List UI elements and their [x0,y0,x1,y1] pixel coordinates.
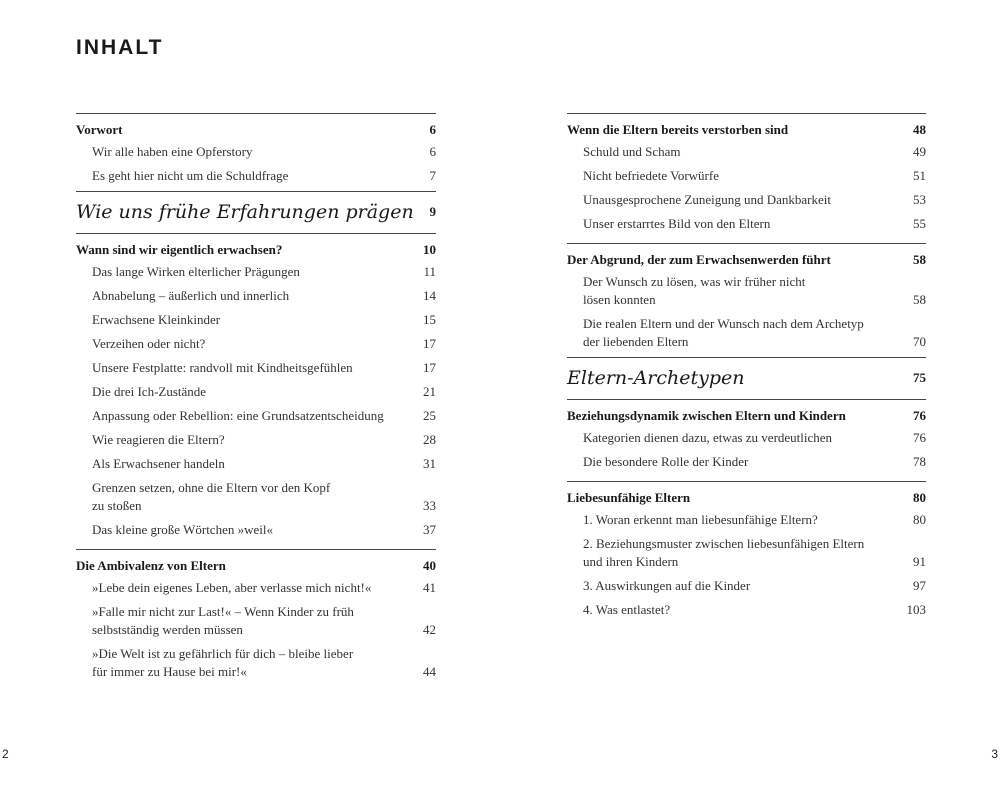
toc-chapter-entry [76,241,436,259]
toc-entry-page: 49 [913,144,926,159]
toc-entry-title: Die besondere Rolle der Kinder [583,454,749,469]
toc-entry-page: 44 [423,664,436,679]
toc-sub-entry [567,143,926,161]
toc-entry-page: 6 [429,144,436,159]
toc-chapter-entry [567,251,926,269]
toc-entry-title: Die drei Ich-Zustände [92,384,207,399]
toc-sub-entry [567,453,926,471]
toc-chapter-entry [567,489,926,507]
toc-sub-entry [567,273,926,309]
toc-sub-entry [567,429,926,447]
toc-entry-page: 103 [906,602,926,617]
toc-sub-entry [76,287,436,305]
toc-entry-page: 17 [423,360,436,375]
toc-entry-title: »Lebe dein eigenes Leben, aber verlasse mich nicht!« [92,580,372,595]
toc-entry-title: Unsere Festplatte: randvoll mit Kindheitsgefühlen [92,360,353,375]
toc-sub-entry [76,645,436,681]
toc-entry-title: Der Abgrund, der zum Erwachsenwerden führt [567,252,831,267]
toc-sub-entry [76,311,436,329]
toc-sub-entry [567,511,926,529]
toc-entry-title: Schuld und Scham [583,144,681,159]
toc-sub-entry [76,603,436,639]
toc-entry-page: 51 [913,168,926,183]
toc-sub-entry [567,191,926,209]
entry-divider [567,399,926,400]
toc-sub-entry [76,359,436,377]
toc-entry-page: 76 [913,430,926,445]
toc-entry-page: 37 [423,522,436,537]
toc-sub-entry [76,479,436,515]
toc-entry-page: 15 [423,312,436,327]
toc-entry-title: Das lange Wirken elterlicher Prägungen [92,264,300,279]
toc-entry-page: 11 [423,264,436,279]
toc-sub-entry [567,535,926,571]
toc-entry-title: Der Wunsch zu lösen, was wir früher nicht lösen konnten [583,274,806,307]
toc-sub-entry [567,315,926,351]
entry-divider [567,243,926,244]
toc-entry-page: 48 [913,122,926,137]
entry-divider [76,191,436,192]
toc-entry-page: 41 [423,580,436,595]
toc-entry-title: Das kleine große Wörtchen »weil« [92,522,273,537]
toc-entry-title: 1. Woran erkennt man liebesunfähige Eltern? [583,512,818,527]
toc-sub-entry [76,167,436,185]
toc-entry-page: 17 [423,336,436,351]
toc-entry-page: 25 [423,408,436,423]
toc-entry-title: Nicht befriedete Vorwürfe [583,168,719,183]
toc-sub-entry [76,263,436,281]
toc-entry-title: Es geht hier nicht um die Schuldfrage [92,168,289,183]
toc-sub-entry [567,601,926,619]
toc-section-entry [567,365,926,391]
toc-entry-title: Abnabelung – äußerlich und innerlich [92,288,290,303]
toc-chapter-entry [567,407,926,425]
toc-sub-entry [76,579,436,597]
page-title: INHALT [76,36,164,59]
toc-entry-title: Anpassung oder Rebellion: eine Grundsatzentscheidung [92,408,384,423]
toc-column-right [567,113,926,625]
toc-entry-page: 7 [429,168,436,183]
entry-divider [76,113,436,114]
toc-entry-page: 21 [423,384,436,399]
toc-chapter-entry [76,121,436,139]
toc-entry-page: 40 [423,558,436,573]
toc-entry-page: 76 [913,408,926,423]
toc-entry-title: Kategorien dienen dazu, etwas zu verdeutlichen [583,430,833,445]
toc-entry-title: Beziehungsdynamik zwischen Eltern und Kindern [567,408,846,423]
toc-entry-title: »Die Welt ist zu gefährlich für dich – bleibe lieber für immer zu Hause bei mir!« [92,646,354,679]
toc-entry-page: 55 [913,216,926,231]
page-number-left: 2 [2,747,9,761]
toc-entry-page: 58 [913,292,926,307]
toc-entry-title: 3. Auswirkungen auf die Kinder [583,578,751,593]
toc-entry-title: Wir alle haben eine Opferstory [92,144,253,159]
toc-sub-entry [76,521,436,539]
toc-entry-title: Vorwort [76,122,123,137]
toc-entry-page: 80 [913,490,926,505]
toc-entry-title: Die realen Eltern und der Wunsch nach dem Archetyp der liebenden Eltern [583,316,864,349]
toc-entry-title: 2. Beziehungsmuster zwischen liebesunfähigen Eltern und ihren Kindern [583,536,865,569]
toc-entry-title: Grenzen setzen, ohne die Eltern vor den Kopf zu stoßen [92,480,331,513]
toc-sub-entry [76,431,436,449]
toc-sub-entry [76,407,436,425]
toc-entry-title: Erwachsene Kleinkinder [92,312,221,327]
toc-entry-title: Wie uns frühe Erfahrungen prägen [76,201,414,223]
toc-sub-entry [76,143,436,161]
toc-entry-page: 70 [913,334,926,349]
toc-sub-entry [76,455,436,473]
toc-entry-page: 14 [423,288,436,303]
toc-entry-page: 31 [423,456,436,471]
toc-entry-title: 4. Was entlastet? [583,602,671,617]
toc-entry-title: Als Erwachsener handeln [92,456,225,471]
toc-entry-page: 78 [913,454,926,469]
entry-divider [76,233,436,234]
toc-entry-page: 58 [913,252,926,267]
toc-entry-title: Wenn die Eltern bereits verstorben sind [567,122,789,137]
toc-entry-title: Unser erstarrtes Bild von den Eltern [583,216,771,231]
toc-entry-title: Die Ambivalenz von Eltern [76,558,226,573]
toc-entry-page: 33 [423,498,436,513]
entry-divider [567,357,926,358]
entry-divider [567,113,926,114]
toc-entry-page: 9 [429,204,436,219]
toc-entry-title: Unausgesprochene Zuneigung und Dankbarkeit [583,192,832,207]
toc-entry-page: 10 [423,242,436,257]
toc-chapter-entry [76,557,436,575]
toc-entry-title: Eltern-Archetypen [567,367,745,389]
page-number-right: 3 [991,747,998,761]
toc-entry-page: 97 [913,578,926,593]
toc-sub-entry [567,167,926,185]
toc-entry-page: 53 [913,192,926,207]
toc-entry-title: Wie reagieren die Eltern? [92,432,225,447]
toc-entry-page: 6 [429,122,436,137]
toc-entry-title: Wann sind wir eigentlich erwachsen? [76,242,283,257]
toc-entry-title: Liebesunfähige Eltern [567,490,691,505]
toc-entry-page: 42 [423,622,436,637]
toc-chapter-entry [567,121,926,139]
entry-divider [76,549,436,550]
toc-entry-title: Verzeihen oder nicht? [92,336,206,351]
entry-divider [567,481,926,482]
toc-sub-entry [76,335,436,353]
toc-sub-entry [567,215,926,233]
toc-entry-page: 75 [913,370,926,385]
toc-entry-page: 80 [913,512,926,527]
toc-entry-page: 28 [423,432,436,447]
toc-sub-entry [567,577,926,595]
toc-section-entry [76,199,436,225]
toc-sub-entry [76,383,436,401]
toc-entry-title: »Falle mir nicht zur Last!« – Wenn Kinder zu früh selbstständig werden müssen [92,604,354,637]
toc-column-left [76,113,436,687]
toc-entry-page: 91 [913,554,926,569]
